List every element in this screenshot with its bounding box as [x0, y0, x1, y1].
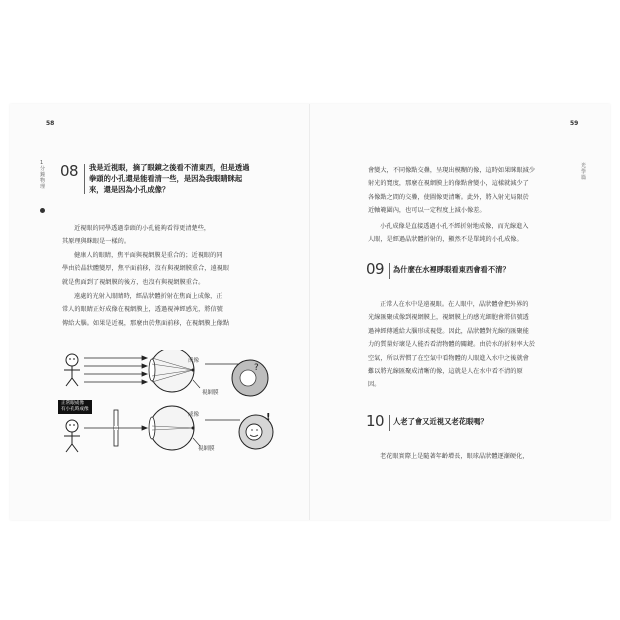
- paragraph-1: [62, 222, 290, 249]
- paragraph-4: [368, 164, 568, 218]
- legend-line: 正常眼成像: [61, 401, 84, 406]
- figure-label-retina-top: 視網膜: [202, 390, 219, 396]
- retina-pointer-top: [193, 380, 200, 388]
- text-line: 近視眼的同學透過拳頭的小孔能夠看得更清楚些，: [74, 225, 211, 232]
- text-line: 常人的眼睛正好成像在視網膜上，透過視神經感光，將信號: [62, 306, 223, 314]
- blurry-view-bubble: [232, 360, 268, 396]
- light-rays-top: [84, 356, 147, 384]
- left-running-head: 1分鐘物理: [40, 160, 46, 190]
- text-line: 正常人在水中是遠視眼。在人眼中，晶狀體會把外界的: [380, 301, 529, 308]
- question-08-title: [89, 162, 289, 195]
- text-line: 人眼，是經過晶狀體折射的，顯然不是單純的小孔成像。: [368, 236, 523, 244]
- paragraph-6: [368, 298, 568, 392]
- svg-text:!: !: [266, 412, 271, 423]
- paragraph-3: [62, 290, 290, 330]
- text-line: 健康人的眼睛，焦平面與視網膜是重合的；近視眼的同: [74, 252, 223, 259]
- figure-legend: [58, 400, 92, 414]
- question-09-number: 09: [366, 260, 385, 278]
- running-head-marker: [40, 208, 45, 213]
- stick-figure-bottom: [64, 420, 80, 452]
- clear-view-bubble: [239, 412, 273, 449]
- paragraph-2: [62, 249, 290, 289]
- text-line: 射光的寬度，那麼在視網膜上的像點會變小，這樣就減少了: [368, 180, 529, 188]
- figure-label-image-bottom: 成像: [188, 412, 200, 418]
- text-line: 會變大，不同像點交疊，呈現出模糊的像，這時如果眯眼減少: [368, 167, 536, 174]
- question-08-number: 08: [60, 162, 79, 180]
- text-line: 力的質量好壞是人能否看清物體的關鍵。由於水的折射率大於: [368, 341, 536, 349]
- question-09-title: 為什麼在水裡睜眼看東西會看不清？: [393, 265, 510, 274]
- right-running-head: 光學篇: [581, 163, 587, 181]
- text-line: 其原理與眯眼是一樣的。: [62, 238, 131, 246]
- stick-figure-top: [64, 354, 80, 386]
- question-08-title-line: 來，還是因為小孔成像？: [89, 185, 170, 194]
- text-line: 近軸範圍內，也可以一定程度上減小像差。: [368, 207, 486, 215]
- text-line: 難以將光線匯聚成清晰的像，這就是人在水中看不清的原: [368, 368, 523, 376]
- text-line: 老花眼實際上是隨著年齡增長，眼球晶狀體逐漸硬化，: [380, 453, 529, 460]
- text-line: 傳給大腦。如果是近視，那麼由於焦面前移，在視網膜上像點: [62, 319, 230, 327]
- question-10-title: 人老了會又近視又老花眼嗎？: [393, 417, 488, 426]
- legend-line: 有小孔時成像: [61, 407, 89, 412]
- svg-text:?: ?: [254, 363, 259, 373]
- question-08-divider: [84, 164, 85, 194]
- right-page-number: 59: [570, 120, 579, 127]
- eye-diagram: [60, 350, 290, 470]
- text-line: 各像點之間的交疊，使圖像更清晰。此外，將入射光局限於: [368, 193, 529, 201]
- question-08-title-line: 拳頭的小孔還是能看清一些，是因為我眼睛眯起: [89, 174, 243, 183]
- question-08-title-line: 我是近視眼，摘了眼鏡之後看不清東西，但是透過: [89, 163, 250, 172]
- text-line: 就是焦面到了視網膜的後方，也沒有與視網膜重合。: [62, 278, 205, 286]
- paragraph-7: [368, 450, 568, 463]
- text-line: 光線匯聚成像到視網膜上，視網膜上的感光細胞會將信號透: [368, 314, 529, 322]
- figure-label-image-top: 成像: [188, 358, 200, 364]
- text-line: 因。: [368, 381, 381, 389]
- figure-label-retina-bottom: 視網膜: [198, 446, 215, 452]
- question-10-divider: [389, 415, 390, 431]
- page-gutter: [309, 104, 310, 520]
- text-line: 小孔成像是直接透過小孔不經折射地成像，而光線進入: [380, 223, 529, 230]
- paragraph-5: [368, 220, 568, 247]
- question-10-number: 10: [366, 412, 385, 430]
- text-line: 遠處的光射入眼睛時，經晶狀體折射在焦面上成像，正: [74, 293, 223, 300]
- question-09-divider: [389, 263, 390, 279]
- text-line: 過神經傳遞給大腦形成視覺。因此，晶狀體對光線的匯聚能: [368, 327, 529, 335]
- text-line: 學由於晶狀體變厚，焦平面前移，沒有與視網膜重合，遠視眼: [62, 265, 230, 273]
- text-line: 空氣，所以習慣了在空氣中看物體的人眼進入水中之後就會: [368, 354, 529, 362]
- left-page-number: 58: [46, 120, 55, 127]
